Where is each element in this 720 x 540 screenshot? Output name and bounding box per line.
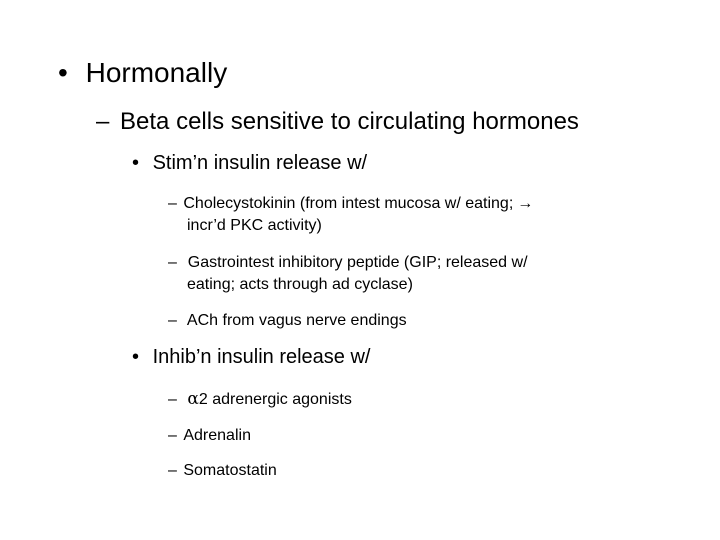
inhib-heading-text: Inhib’n insulin release w/ [152,346,371,368]
inhib-item-2 [168,425,251,447]
stim-item-2-line1: Gastrointest inhibitory peptide (GIP; released w/ [183,254,528,271]
heading-text: Hormonally [85,57,228,88]
inhib-heading [132,346,370,368]
stim-item-2 [168,252,528,274]
stim-item-1-line1: Cholecystokinin (from intest mucosa w/ eating; [183,195,514,212]
inhib-item-1 [168,388,352,411]
inhib-item-3-text: Somatostatin [183,462,277,479]
stim-item-2-cont [187,274,413,296]
inhib-item-2-text: Adrenalin [183,427,251,444]
dash: – [168,195,177,212]
inhib-item-3 [168,460,277,482]
dash: – [96,108,110,135]
bullet: • [132,152,140,174]
arrow-right-icon: → [517,195,534,212]
dash: – [168,312,177,329]
stim-item-2-line2: eating; acts through ad cyclase) [187,276,413,293]
bullet: • [132,346,140,368]
dash: – [168,391,177,408]
dash: – [168,427,177,444]
stim-heading [132,152,367,174]
stim-item-3-line1: ACh from vagus nerve endings [183,312,407,329]
stim-item-3 [168,310,407,332]
stim-item-1-cont [187,215,322,237]
stim-item-1-line2: incr’d PKC activity) [187,217,322,234]
heading-line [58,58,227,89]
stim-item-1 [168,193,533,215]
stim-heading-text: Stim’n insulin release w/ [152,152,368,174]
inhib-item-1-text: 2 adrenergic agonists [198,391,352,408]
dash: – [168,462,177,479]
alpha-symbol: α [187,389,199,409]
bullet: • [58,57,68,88]
subheading-text: Beta cells sensitive to circulating hormones [120,108,579,135]
dash: – [168,254,177,271]
subheading-line [96,109,579,135]
